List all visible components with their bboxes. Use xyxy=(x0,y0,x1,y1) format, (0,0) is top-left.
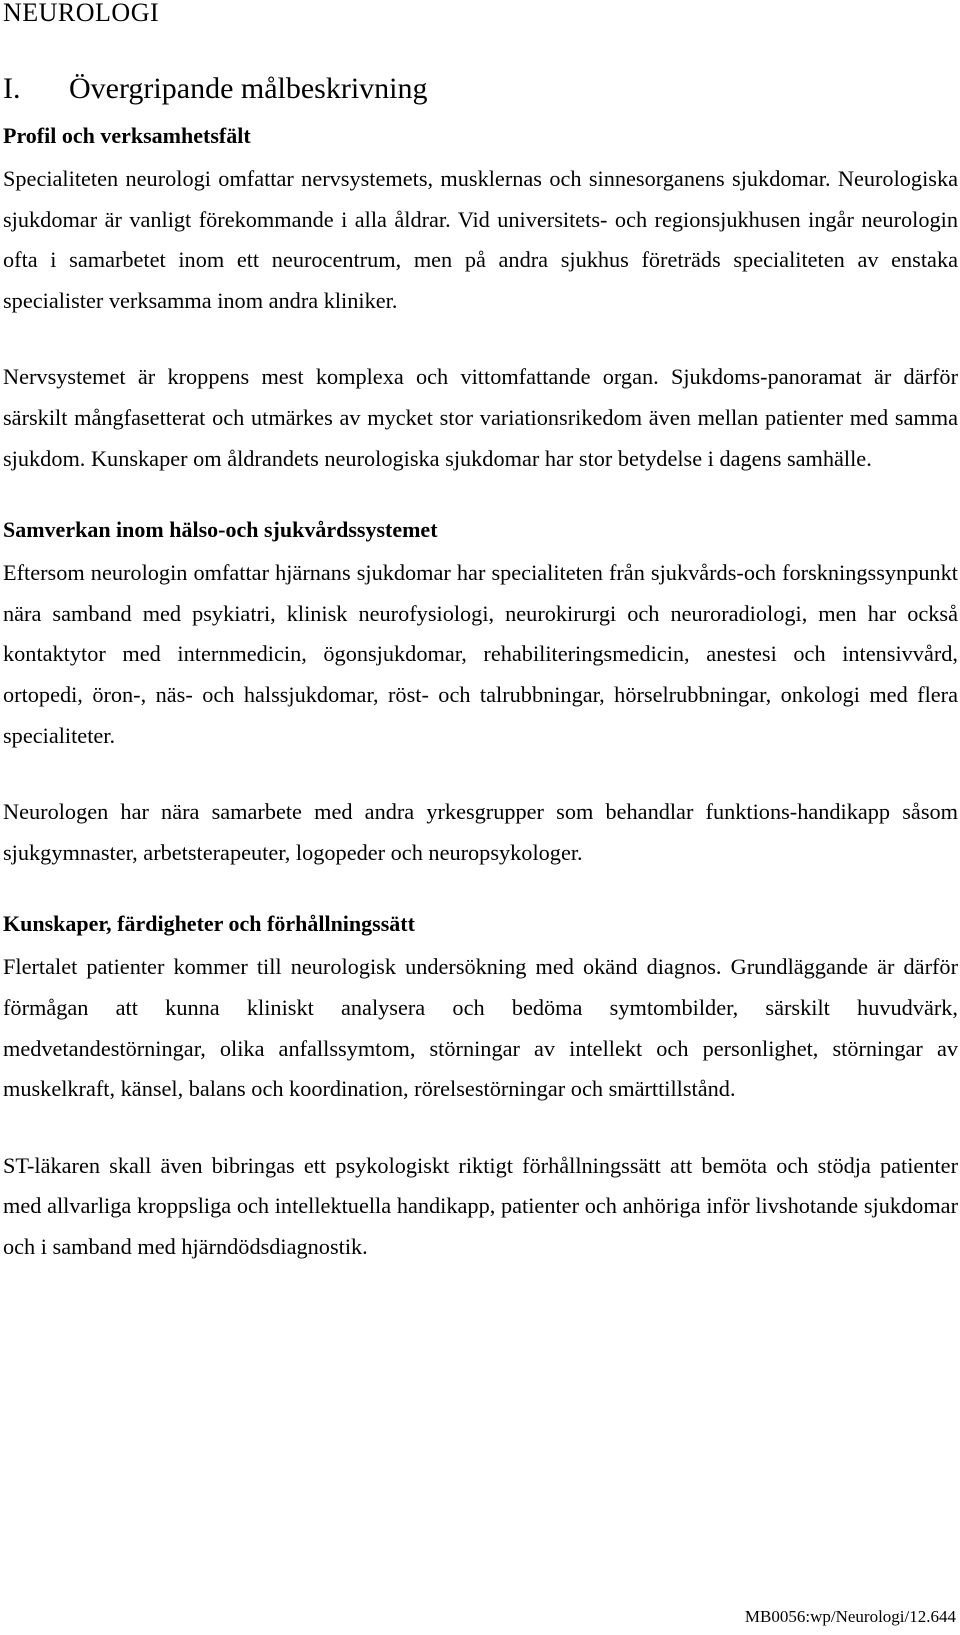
section-heading xyxy=(3,72,428,106)
knowledge-heading: Kunskaper, färdigheter och förhållningssätt xyxy=(3,911,415,937)
document-title: NEUROLOGI xyxy=(3,0,160,27)
section-title: Övergripande målbeskrivning xyxy=(69,72,428,105)
profile-heading: Profil och verksamhetsfält xyxy=(3,123,251,148)
knowledge-paragraph-1: Flertalet patienter kommer till neurologisk undersökning med okänd diagnos. Grundläggande är därför förmågan att kunna kliniskt analysera och bedöma symtombilder, särskilt huvudvärk, medvetandestörningar, olika anfallssymtom, störningar av intellekt och personlighet, störningar av muskelkraft, känsel, balans och koordination, rörelsestörningar och smärttillstånd. xyxy=(3,954,958,1102)
document-body xyxy=(3,123,958,1267)
profile-paragraph-1: Specialiteten neurologi omfattar nervsystemets, musklernas och sinnesorganens sjukdomar. Neurologiska sjukdomar är vanligt förekommande i alla åldrar. Vid universitets- och regionsjukhusen ingår neurologin ofta i samarbetet inom ett neurocentrum, men på andra sjukhus företräds specialiteten av enstaka specialister verksamma inom andra kliniker. xyxy=(3,166,958,313)
cooperation-paragraph-1: Eftersom neurologin omfattar hjärnans sjukdomar har specialiteten från sjukvårds-och forskningssynpunkt nära samband med psykiatri, klinisk neurofysiologi, neurokirurgi och neuroradiologi, men har också kontaktytor med internmedicin, ögonsjukdomar, rehabiliteringsmedicin, anestesi och intensivvård, ortopedi, öron-, näs- och halssjukdomar, röst- och talrubbningar, hörselrubbningar, onkologi med flera specialiteter. xyxy=(3,560,958,748)
profile-paragraph-2: Nervsystemet är kroppens mest komplexa och vittomfattande organ. Sjukdoms-panoramat är därför särskilt mångfasetterat och utmärkes av mycket stor variationsrikedom även mellan patienter med samma sjukdom. Kunskaper om åldrandets neurologiska sjukdomar har stor betydelse i dagens samhälle. xyxy=(3,364,958,471)
section-number: I. xyxy=(3,72,21,105)
cooperation-paragraph-2: Neurologen har nära samarbete med andra yrkesgrupper som behandlar funktions-handikapp såsom sjukgymnaster, arbetsterapeuter, logopeder och neuropsykologer. xyxy=(3,799,958,865)
cooperation-heading: Samverkan inom hälso-och sjukvårdssystemet xyxy=(3,517,438,543)
knowledge-paragraph-2: ST-läkaren skall även bibringas ett psykologiskt riktigt förhållningssätt att bemöta och stödja patienter med allvarliga kroppsliga och intellektuella handikapp, patienter och anhöriga inför livshotande sjukdomar och i samband med hjärndödsdiagnostik. xyxy=(3,1152,958,1259)
document-reference-footer: MB0056:wp/Neurologi/12.644 xyxy=(744,1607,956,1626)
